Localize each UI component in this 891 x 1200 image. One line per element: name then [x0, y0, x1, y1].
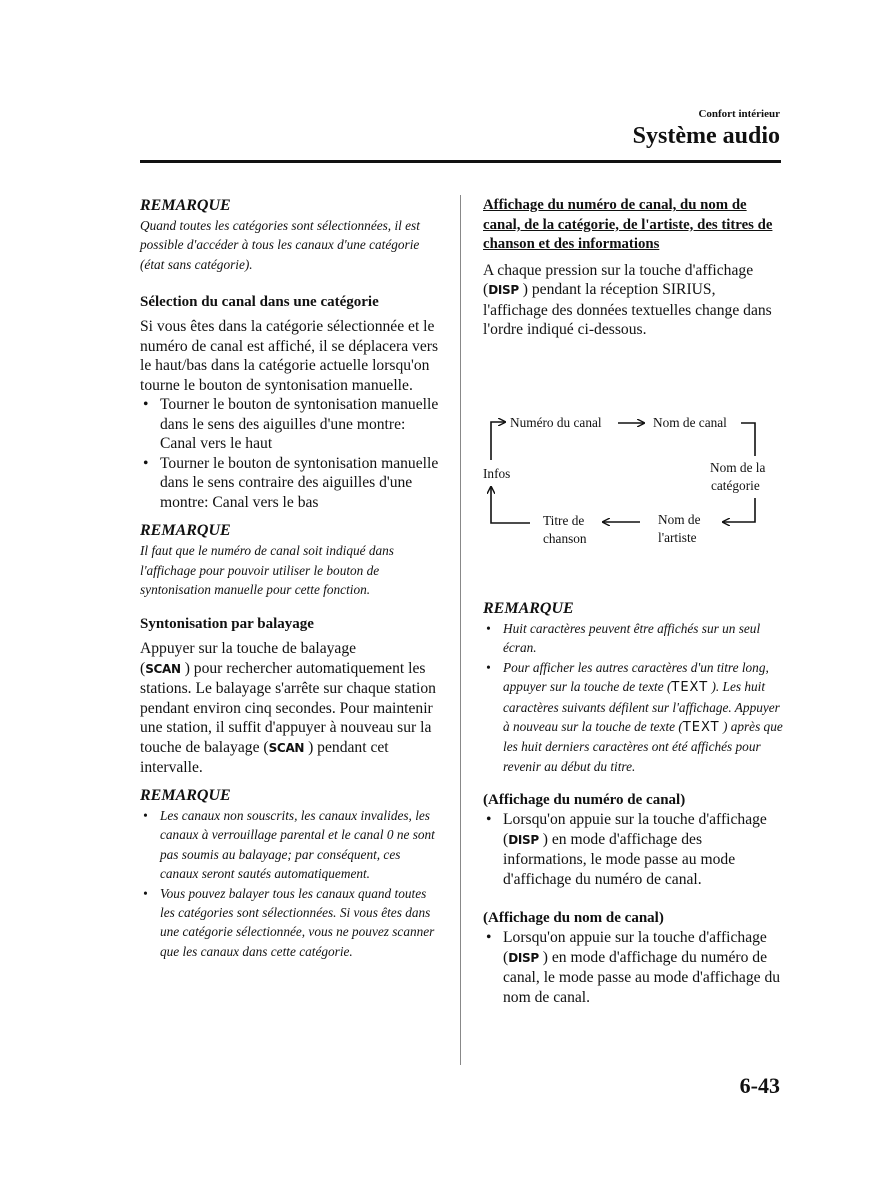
diagram-channel-number: Numéro du canal	[510, 415, 602, 430]
diagram-artist-line1: Nom de	[658, 512, 701, 527]
text-fragment: Appuyer sur la touche de balayage	[140, 640, 357, 658]
diagram-channel-name: Nom de canal	[653, 415, 727, 430]
list-item	[483, 810, 783, 889]
diagram-category-line2: catégorie	[711, 478, 760, 493]
disp-key-label: DISP	[508, 950, 539, 965]
list-item: • Vous pouvez balayer tous les canaux quand toutes les catégories sont sélectionnées. Si vous êtes dans une catégorie sélectionnée, vous ne pouvez scanner que les canaux dans cette catégorie.	[140, 884, 440, 962]
channel-selection-text: Si vous êtes dans la catégorie sélectionnée et le numéro de canal est affiché, il se déplacera vers le haut/bas dans la catégorie actuelle lorsqu'on tourne le bouton de syntonisation manuelle.	[140, 318, 439, 394]
diagram-song-line1: Titre de	[543, 513, 585, 528]
remark-text: Quand toutes les catégories sont sélectionnées, il est possible d'accéder à tous les canaux d'une catégorie (état sans catégorie).	[140, 218, 420, 272]
text-fragment: ). Les huit caractères suivants défilent sur l'affichage. Appuyer à nouveau sur la touche de texte (	[503, 679, 780, 735]
channel-number-mode-bullets	[483, 810, 783, 889]
text-fragment: Lorsqu'on appuie sur la touche d'affichage (	[503, 811, 767, 848]
text-remark-bullets	[483, 619, 783, 776]
section-label: Confort intérieur	[698, 108, 780, 120]
disp-key-label: DISP	[508, 832, 539, 847]
section-heading-scan-tuning: Syntonisation par balayage	[140, 616, 314, 633]
list-item: • Les canaux non souscrits, les canaux invalides, les canaux à verrouillage parental et le canal 0 ne sont pas soumis au balayage; par conséquent, ces canaux seront sautés automatiquement.	[140, 806, 440, 884]
column-divider	[460, 195, 461, 1065]
scan-remark-bullets	[140, 806, 440, 961]
section-heading-channel-name-mode: (Affichage du nom de canal)	[483, 910, 664, 927]
section-heading-display: Affichage du numéro de canal, du nom de canal, de la catégorie, de l'artiste, des titres de chanson et des informations	[483, 197, 773, 253]
text-fragment: ) pendant cet intervalle.	[140, 738, 389, 777]
page-number: 6-43	[739, 1073, 780, 1098]
diagram-category-line1: Nom de la	[710, 460, 766, 475]
list-item	[483, 928, 783, 1007]
text-fragment: ) pour rechercher automatiquement les stations. Le balayage s'arrête sur chaque station pendant environ cinq secondes. Pour maintenir une station, il suffit d'appuyer à nouveau sur la touche de balayage (	[140, 659, 436, 756]
right-column	[483, 196, 783, 340]
remark-heading: REMARQUE	[140, 786, 231, 804]
list-item	[483, 658, 783, 776]
page-title: Système audio	[632, 123, 780, 149]
text-fragment: Lorsqu'on appuie sur la touche d'affichage (	[503, 929, 767, 966]
list-item: • Tourner le bouton de syntonisation manuelle dans le sens des aiguilles d'une montre: Canal vers le haut	[140, 395, 440, 454]
text-fragment: ) pendant la réception SIRIUS, l'affichage des données textuelles change dans l'ordre indiqué ci-dessous.	[483, 281, 772, 339]
remark-heading: REMARQUE	[140, 522, 231, 540]
channel-selection-bullets	[140, 395, 440, 512]
remark-text: Il faut que le numéro de canal soit indiqué dans l'affichage pour pouvoir utiliser le bouton de syntonisation manuelle pour cette fonction.	[140, 543, 394, 598]
scan-tuning-text: Appuyer sur la touche de balayage (SCAN ) pour rechercher automatiquement les stations. Le balayage s'arrête sur chaque station pendant environ cinq secondes. Pour maintenir une station, il suffit d'appuyer à nouveau sur la touche de balayage (SCAN ) pendant cet intervalle.	[140, 640, 436, 777]
scan-key-label: SCAN	[268, 740, 305, 755]
scan-key-label: SCAN	[145, 661, 181, 676]
section-heading-channel-selection: Sélection du canal dans une catégorie	[140, 294, 379, 311]
text-fragment: A chaque pression sur la touche d'affichage (	[483, 261, 754, 299]
text-key-label: TEXT	[671, 680, 709, 696]
right-column-lower	[483, 599, 783, 1007]
text-key-label: TEXT	[682, 720, 720, 736]
text-fragment: ) après que les huit derniers caractères ont été affichés pour revenir au début du titre.	[503, 719, 783, 774]
remark-heading: REMARQUE	[483, 600, 574, 617]
text-fragment: ) en mode d'affichage du numéro de canal, le mode passe au mode d'affichage du nom de canal.	[503, 948, 781, 1006]
header-rule	[140, 160, 781, 163]
remark-heading: REMARQUE	[140, 197, 231, 214]
display-intro-text	[483, 261, 783, 340]
list-item: • Tourner le bouton de syntonisation manuelle dans le sens contraire des aiguilles d'une montre: Canal vers le bas	[140, 454, 440, 513]
diagram-artist-line2: l'artiste	[658, 530, 697, 545]
diagram-info: Infos	[483, 466, 511, 481]
left-column	[140, 196, 440, 961]
disp-key-label: DISP	[488, 283, 519, 298]
list-item: • Huit caractères peuvent être affichés sur un seul écran.	[483, 619, 783, 658]
display-cycle-diagram	[483, 410, 783, 560]
diagram-song-line2: chanson	[543, 531, 587, 546]
text-fragment: Pour afficher les autres caractères d'un titre long, appuyer sur la touche de texte (	[503, 659, 769, 695]
section-heading-channel-number-mode: (Affichage du numéro de canal)	[483, 792, 686, 809]
text-fragment: ) en mode d'affichage des informations, le mode passe au mode d'affichage du numéro de canal.	[503, 830, 736, 888]
channel-name-mode-bullets	[483, 928, 783, 1007]
